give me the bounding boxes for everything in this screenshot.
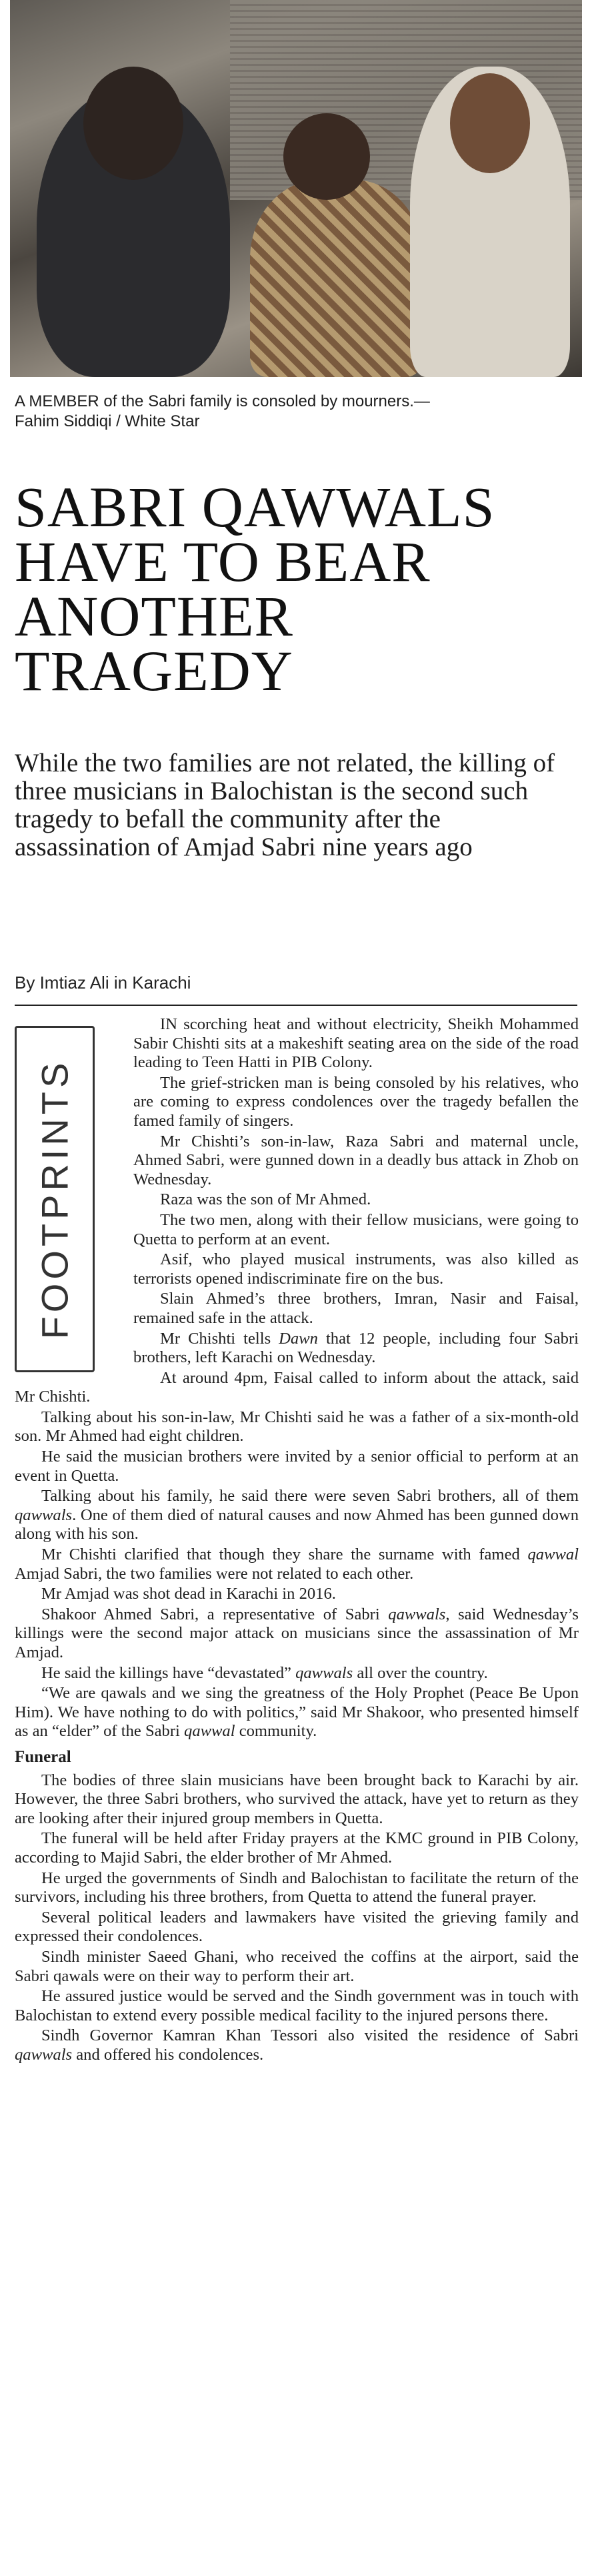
news-photo <box>10 0 582 377</box>
body-paragraph <box>15 2026 579 2064</box>
paragraph-text: . One of them died of natural causes and now Ahmed has been gunned down along with his son. <box>15 1505 579 1543</box>
paragraph-text: He said the killings have “devastated” <box>41 1663 296 1682</box>
italic-term: qawwals <box>388 1605 446 1623</box>
italic-term: qawwal <box>527 1545 579 1564</box>
caption-text: A MEMBER of the Sabri family is consoled by mourners.— <box>15 392 430 410</box>
paragraph-text: He assured justice would be served and the Sindh government was in touch with Balochistan to extend every possible medical facility to the injured persons there. <box>15 1987 579 2024</box>
subheading-funeral: Funeral <box>15 1747 71 1766</box>
paragraph-text: He said the musician brothers were invited by a senior official to perform at an event in Quetta. <box>15 1448 579 1485</box>
italic-term: qawwals <box>295 1663 353 1682</box>
mourner-head-left <box>83 67 183 180</box>
article-body <box>15 1015 579 2066</box>
paragraph-text: Mr Amjad was shot dead in Karachi in 2016. <box>41 1585 336 1603</box>
paragraph-text: Sindh minister Saeed Ghani, who received the coffins at the airport, said the Sabri qawals were on their way to perform their art. <box>15 1947 579 1985</box>
body-paragraph <box>15 1829 579 1867</box>
standfirst: While the two families are not related, the killing of three musicians in Balochistan is the second such tragedy to befall the community after the assassination of Amjad Sabri nine years ago <box>15 749 555 861</box>
body-paragraph <box>15 1771 579 1829</box>
headline: SABRI QAWWALS HAVE TO BEAR ANOTHER TRAGEDY <box>15 475 495 703</box>
paragraph-text: He urged the governments of Sindh and Balochistan to facilitate the return of the survivors, including his three brothers, from Quetta to attend the funeral prayer. <box>15 1869 579 1907</box>
paragraph-text: The two men, along with their fellow musicians, were going to Quetta to perform at an event. <box>133 1210 579 1248</box>
paragraph-text: At around 4pm, Faisal called to inform about the attack, said Mr Chishti. <box>15 1368 579 1406</box>
body-paragraph <box>15 1664 579 1683</box>
paragraph-text: Several political leaders and lawmakers have visited the grieving family and expressed their condolences. <box>15 1908 579 1946</box>
paragraph-text: Slain Ahmed’s three brothers, Imran, Nasir and Faisal, remained safe in the attack. <box>133 1290 579 1327</box>
paragraph-text: Talking about his family, he said there were seven Sabri brothers, all of them <box>41 1487 579 1505</box>
paragraph-text: Mr Chishti’s son-in-law, Raza Sabri and maternal uncle, Ahmed Sabri, were gunned down in a deadly bus attack in Zhob on Wednesday. <box>133 1132 579 1188</box>
section-label: FOOTPRINTS <box>33 1059 76 1340</box>
paragraph-text: The bodies of three slain musicians have been brought back to Karachi by air. However, the three Sabri brothers, who survived the attack, have yet to return as they are looking after their injured group members in Quetta. <box>15 1771 579 1827</box>
photo-credit: Fahim Siddiqi / White Star <box>15 412 200 430</box>
photo-caption <box>15 392 575 432</box>
paragraph-text: Amjad Sabri, the two families were not related to each other. <box>15 1564 414 1583</box>
body-paragraph <box>15 1605 579 1663</box>
italic-term: qawwals <box>15 2045 73 2064</box>
paragraph-text: community. <box>235 1722 317 1741</box>
body-paragraph <box>15 1408 579 1446</box>
paragraph-text: The funeral will be held after Friday prayers at the KMC ground in PIB Colony, according to Majid Sabri, the elder brother of Mr Ahmed. <box>15 1829 579 1867</box>
mourner-figure-center <box>250 180 423 377</box>
body-paragraph <box>15 1487 579 1544</box>
mourner-head-center <box>283 113 370 200</box>
body-paragraph <box>15 1684 579 1741</box>
paragraph-text: Asif, who played musical instruments, was also killed as terrorists opened indiscriminate fire on the bus. <box>133 1250 579 1288</box>
paragraph-text: Sindh Governor Kamran Khan Tessori also visited the residence of Sabri <box>41 2026 579 2045</box>
paragraph-text: , said Wednesday’s killings were the second major attack on musicians since the assassination of Mr Amjad. <box>15 1605 579 1661</box>
paragraph-text: that 12 people, including four Sabri brothers, left Karachi on Wednesday. <box>133 1329 579 1367</box>
paragraph-text: Shakoor Ahmed Sabri, a representative of Sabri <box>41 1605 389 1623</box>
body-paragraph <box>15 1585 579 1604</box>
label-spacer <box>15 1015 133 1378</box>
paragraph-text: all over the country. <box>353 1663 488 1682</box>
body-paragraph <box>15 1545 579 1583</box>
paragraph-text: The grief-stricken man is being consoled by his relatives, who are coming to express condolences over the tragedy befallen the famed family of singers. <box>133 1073 579 1130</box>
paragraph-text: IN scorching heat and without electricity, Sheikh Mohammed Sabir Chishti sits at a makeshift seating area on the side of the road leading to Teen Hatti in PIB Colony. <box>133 1015 579 1072</box>
italic-term: qawwals <box>15 1505 73 1524</box>
italic-term: Dawn <box>279 1329 318 1348</box>
body-paragraph <box>15 1909 579 1946</box>
paragraph-text: and offered his condolences. <box>72 2045 264 2064</box>
paragraph-text: Mr Chishti tells <box>160 1329 279 1348</box>
paragraph-text: Raza was the son of Mr Ahmed. <box>160 1190 371 1209</box>
italic-term: qawwal <box>184 1722 235 1741</box>
body-paragraph <box>15 1448 579 1486</box>
body-paragraph <box>15 1869 579 1907</box>
byline: By Imtiaz Ali in Karachi <box>15 973 191 993</box>
family-member-head <box>450 73 530 173</box>
paragraph-text: Mr Chishti clarified that though they share the surname with famed <box>41 1545 528 1564</box>
body-paragraph <box>15 1987 579 2025</box>
body-paragraph <box>15 1948 579 1986</box>
divider <box>15 1005 577 1006</box>
paragraph-text: Talking about his son-in-law, Mr Chishti said he was a father of a six-month-old son. Mr Ahmed had eight children. <box>15 1408 579 1446</box>
paragraph-text: “We are qawals and we sing the greatness of the Holy Prophet (Peace Be Upon Him). We have nothing to do with politics,” said Mr Shakoor, who presented himself as an “elder” of the Sabri <box>15 1684 579 1741</box>
